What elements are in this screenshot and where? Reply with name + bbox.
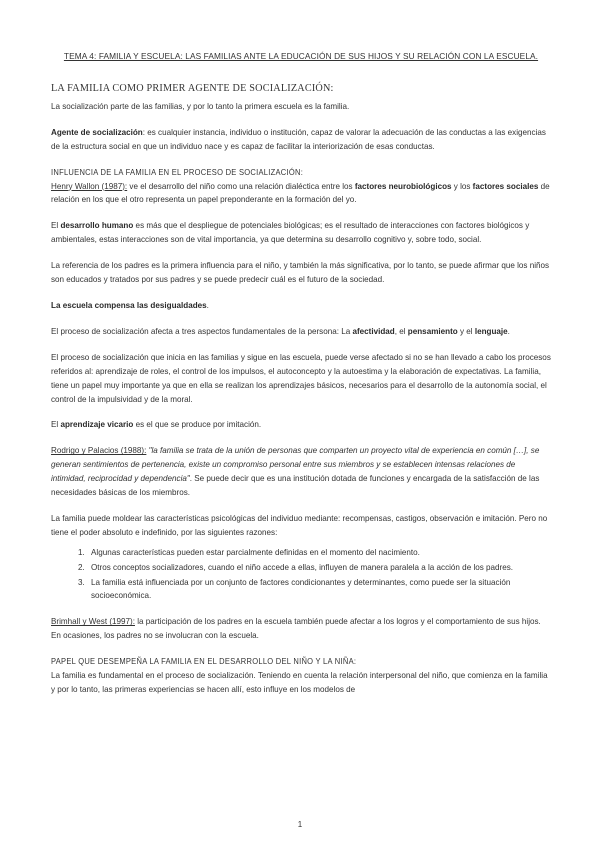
paragraph-moldear: La familia puede moldear las características psicológicas del individuo mediante: recompensas, castigos, observación e imitación. Pero no tiene el poder absoluto e indefinido, por las siguientes razones: [51, 513, 548, 537]
page-number: 1 [297, 820, 303, 829]
section-heading-influencia: INFLUENCIA DE LA FAMILIA EN EL PROCESO DE SOCIALIZACIÓN: [51, 167, 304, 177]
paragraph-agente: Agente de socialización: es cualquier instancia, individuo o institución, capaz de valorar la adecuación de las conductas a las exigencias de la estructura social en que un individuo nace y es capaz de facilitar la interiorización de esas conductas. [51, 127, 546, 151]
paragraph-padres: La referencia de los padres es la primera influencia para el niño, y también la más significativa, por lo tanto, se puede afirmar que los niños son educados y tratados por sus padres y se puede predecir cuál es el futuro de la sociedad. [51, 261, 550, 285]
document-page [51, 50, 551, 709]
paragraph-escuela-compensa: La escuela compensa las desigualdades. [51, 300, 209, 310]
paragraph-papel-familia: La familia es fundamental en el proceso de socialización. Teniendo en cuenta la relación interpersonal del niño, que comienza en la familia y por lo tanto, las primeras experiencias se hacen allí, esto influye en los modelos de [51, 671, 548, 694]
term-agente-socializacion: Agente de socialización [51, 127, 143, 137]
citation-wallon: Henry Wallon (1987): [51, 181, 128, 191]
citation-rodrigo-palacios: Rodrigo y Palacios (1988): [51, 446, 147, 456]
razones-list [51, 546, 551, 604]
paragraph-intro: La socialización parte de las familias, y por lo tanto la primera escuela es la familia. [51, 101, 350, 111]
section-heading-familia-agente: LA FAMILIA COMO PRIMER AGENTE DE SOCIALIZACIÓN: [51, 83, 334, 94]
list-item: 2. Otros conceptos socializadores, cuando el niño accede a ellas, influyen de manera paralela a la acción de los padres. [87, 561, 551, 575]
paragraph-proceso-familias: El proceso de socialización que inicia en las familias y sigue en las escuela, puede verse afectado si no se han llevado a cabo los procesos referidos al: aprendizaje de roles, el control de los impulsos, el autoconcepto y la autoestima y la elaboración de expectativas. La familia, tiene un papel muy importante ya que en ella se realizan los aprendizajes básicos, necesarios para el desarrollo de la autonomía social, el control de la impulsividad y de la moral. [51, 352, 551, 404]
list-item: 1. Algunas características pueden estar parcialmente definidas en el momento del nacimiento. [87, 546, 551, 560]
document-title: TEMA 4: FAMILIA Y ESCUELA: LAS FAMILIAS ANTE LA EDUCACIÓN DE SUS HIJOS Y SU RELACIÓN CON LA ESCUELA. [63, 51, 539, 61]
paragraph-wallon: Henry Wallon (1987): ve el desarrollo del niño como una relación dialéctica entre los factores neurobiológicos y los factores sociales de relación en los que el otro representa un papel preponderante en la formación del yo. [51, 181, 550, 205]
section-heading-papel-familia: PAPEL QUE DESEMPEÑA LA FAMILIA EN EL DESARROLLO DEL NIÑO Y LA NIÑA: [51, 657, 357, 667]
paragraph-aprendizaje-vicario: El aprendizaje vicario es el que se produce por imitación. [51, 420, 262, 430]
quote-familia: "la familia se trata de la unión de personas que comparten un proyecto vital de experiencia en común […], se generan sentimientos de pertenencia, existe un compromiso personal entre sus miembros y se establecen intensas relaciones de intimidad, reciprocidad y dependencia" [51, 446, 540, 484]
paragraph-proceso-socializacion: El proceso de socialización afecta a tres aspectos fundamentales de la persona: La afectividad, el pensamiento y el lenguaje. [51, 326, 510, 336]
paragraph-brimhall-west: Brimhall y West (1997): la participación de los padres en la escuela también puede afectar a los logros y el comportamiento de sus hijos. En ocasiones, los padres no se involucran con la escuela. [51, 617, 541, 641]
list-item: 3. La familia está influenciada por un conjunto de factores condicionantes y determinantes, como puede ser la situación socioeconómica. [87, 576, 551, 604]
paragraph-desarrollo-humano: El desarrollo humano es más que el despliegue de potenciales biológicas; es el resultado de interacciones con factores biológicos y ambientales, estas interacciones son de vital importancia, ya que determina su desarrollo cognitivo y, sobre todo, social. [51, 221, 530, 245]
citation-brimhall-west: Brimhall y West (1997): [51, 617, 135, 627]
paragraph-rodrigo-palacios: Rodrigo y Palacios (1988): "la familia se trata de la unión de personas que comparten un proyecto vital de experiencia en común […], se generan sentimientos de pertenencia, existe un compromiso personal entre sus miembros y se establecen intensas relaciones de intimidad, reciprocidad y dependencia". Se puede decir que es una institución dotada de funciones y encargada de la satisfacción de las necesidades básicas de los miembros. [51, 446, 540, 498]
